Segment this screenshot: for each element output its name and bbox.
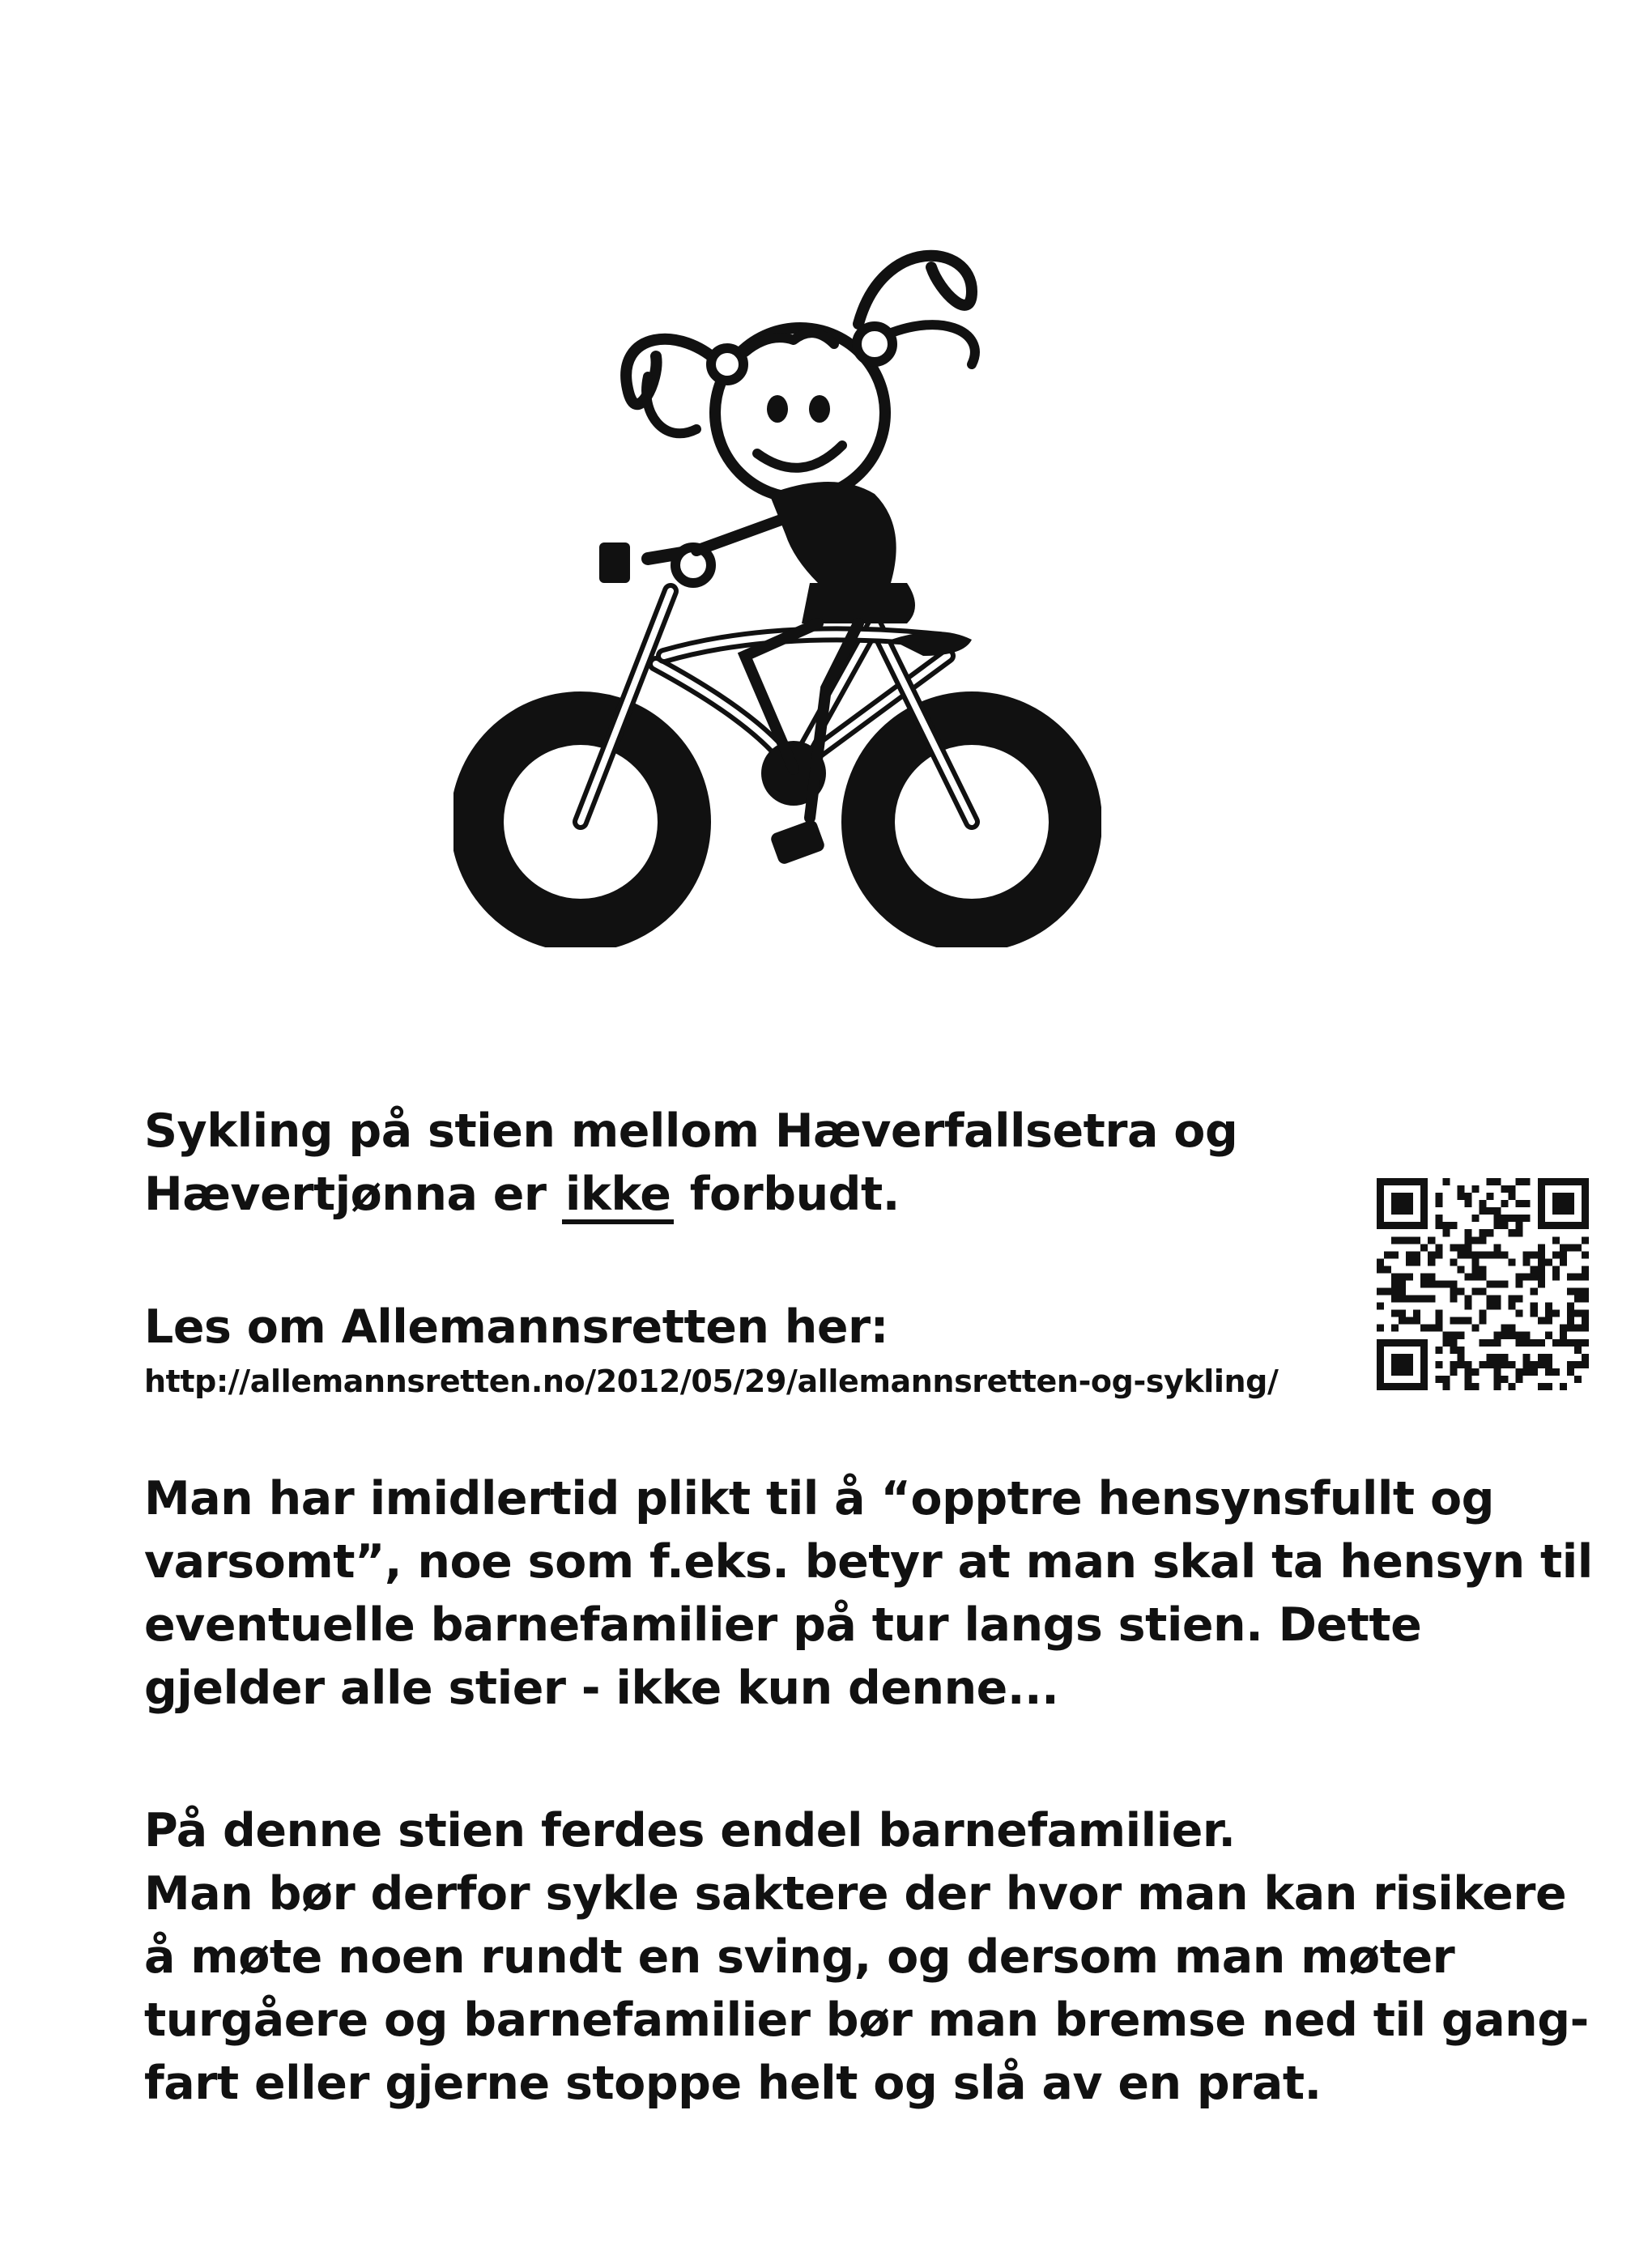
families-line: Man bør derfor sykle saktere der hvor man kan risikere <box>144 1867 1567 1921</box>
families-line: På denne stien ferdes endel barnefamilier. <box>144 1804 1236 1857</box>
duty-paragraph <box>144 1467 1593 1720</box>
notice-line-2-end: forbudt. <box>674 1168 900 1221</box>
duty-line: eventuelle barnefamilier på tur langs stien. Dette <box>144 1598 1422 1652</box>
read-more-heading: Les om Allemannsretten her: <box>144 1300 888 1354</box>
duty-line: Man har imidlertid plikt til å “opptre hensynsfullt og <box>144 1472 1494 1525</box>
duty-line: varsomt”, noe som f.eks. betyr at man skal ta hensyn til <box>144 1535 1593 1589</box>
families-line: å møte noen rundt en sving, og dersom man møter <box>144 1930 1455 1984</box>
girl-on-bicycle-icon <box>453 202 1101 947</box>
notice-emphasis: ikke <box>562 1169 674 1224</box>
notice-line-2-start: Hævertjønna er <box>144 1168 562 1221</box>
notice-line-1: Sykling på stien mellom Hæverfallsetra og <box>144 1104 1238 1158</box>
read-more <box>144 1296 1278 1404</box>
notice <box>144 1100 1237 1226</box>
qr-code-icon <box>1377 1178 1589 1390</box>
families-line: fart eller gjerne stoppe helt og slå av en prat. <box>144 2057 1322 2110</box>
families-line: turgåere og barnefamilier bør man bremse ned til gang- <box>144 1993 1589 2047</box>
duty-line: gjelder alle stier - ikke kun denne... <box>144 1661 1059 1715</box>
families-paragraph <box>144 1799 1589 2115</box>
read-more-url[interactable]: http://allemannsretten.no/2012/05/29/allemannsretten-og-sykling/ <box>144 1364 1279 1399</box>
notice-line-2 <box>144 1163 1237 1226</box>
